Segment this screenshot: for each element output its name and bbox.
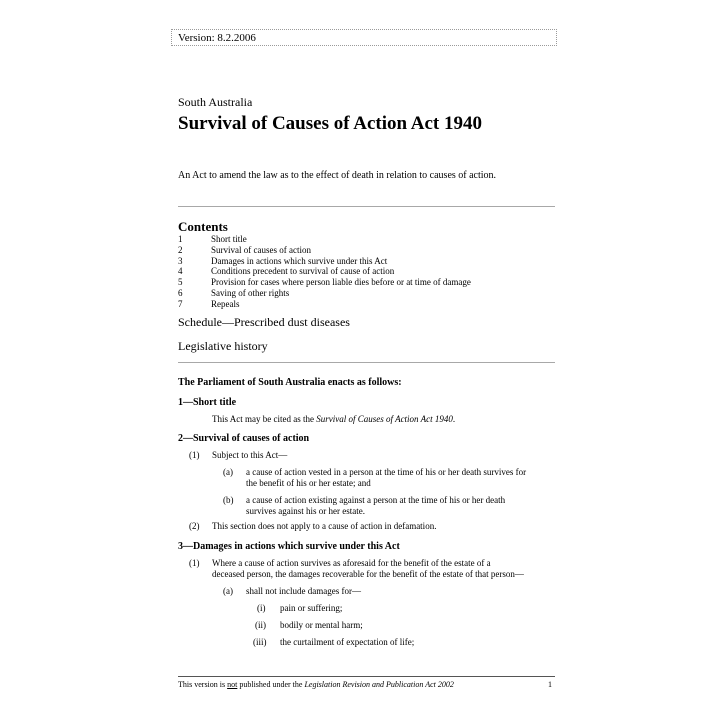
paragraph-number: (b) [223,495,234,505]
toc-text: Conditions precedent to survival of cause of action [211,266,395,277]
paragraph-text: shall not include damages for— [246,586,361,596]
footer-note: This version is not published under the Legislation Revision and Publication Act 2002 [178,680,454,689]
toc-text: Survival of causes of action [211,244,311,255]
toc-text: Provision for cases where person liable dies before or at time of damage [211,277,471,288]
footer-divider [178,676,555,677]
version-box [171,29,557,46]
toc-number: 2 [178,244,183,255]
paragraph-text: a cause of action vested in a person at the time of his or her death survives for the benefit of his or her estate; and [246,467,527,488]
page-number: 1 [548,680,552,689]
subsection-text: Subject to this Act— [212,450,288,460]
toc-text: Repeals [211,298,240,309]
paragraph-text: a cause of action existing against a person at the time of his or her death survives against his or her estate. [246,495,506,516]
contents-heading: Contents [178,219,228,234]
paragraph-number: (a) [223,586,233,596]
subsection-text: This section does not apply to a cause of action in defamation. [212,521,437,531]
section-heading: 2—Survival of causes of action [178,433,310,444]
subsection-text: Where a cause of action survives as aforesaid for the benefit of the estate of a deceased person, the damages recoverable for the benefit of the estate of that person— [212,558,524,579]
subparagraph-number: (ii) [255,620,266,630]
paragraph-number: (a) [223,467,233,477]
subparagraph-number: (iii) [253,637,267,647]
toc-number: 3 [178,255,183,266]
enacting-words: The Parliament of South Australia enacts as follows: [178,377,402,388]
toc-number: 4 [178,266,183,277]
subparagraph-text: bodily or mental harm; [280,620,363,630]
toc-number: 6 [178,287,183,298]
subsection-number: (2) [189,521,200,531]
section-heading: 3—Damages in actions which survive under this Act [178,541,400,552]
jurisdiction: South Australia [178,95,253,109]
long-title: An Act to amend the law as to the effect of death in relation to causes of action. [178,170,497,181]
divider [178,362,555,363]
toc-legislative-history[interactable]: Legislative history [178,339,268,353]
toc-text: Damages in actions which survive under this Act [211,255,388,266]
subparagraph-text: pain or suffering; [280,603,343,613]
subparagraph-number: (i) [257,603,266,613]
toc-schedule[interactable]: Schedule—Prescribed dust diseases [178,315,350,329]
toc-text: Saving of other rights [211,287,290,298]
version-label: Version: 8.2.2006 [178,32,256,44]
toc-number: 7 [178,298,183,309]
section-text: This Act may be cited as the Survival of Causes of Action Act 1940. [212,414,456,424]
subsection-number: (1) [189,450,200,460]
act-title: Survival of Causes of Action Act 1940 [178,113,482,134]
toc-number: 5 [178,277,183,288]
toc-text: Short title [211,234,247,244]
section-heading: 1—Short title [178,397,237,408]
subsection-number: (1) [189,558,200,568]
subparagraph-text: the curtailment of expectation of life; [280,637,415,647]
toc-number: 1 [178,234,183,244]
divider [178,206,555,207]
